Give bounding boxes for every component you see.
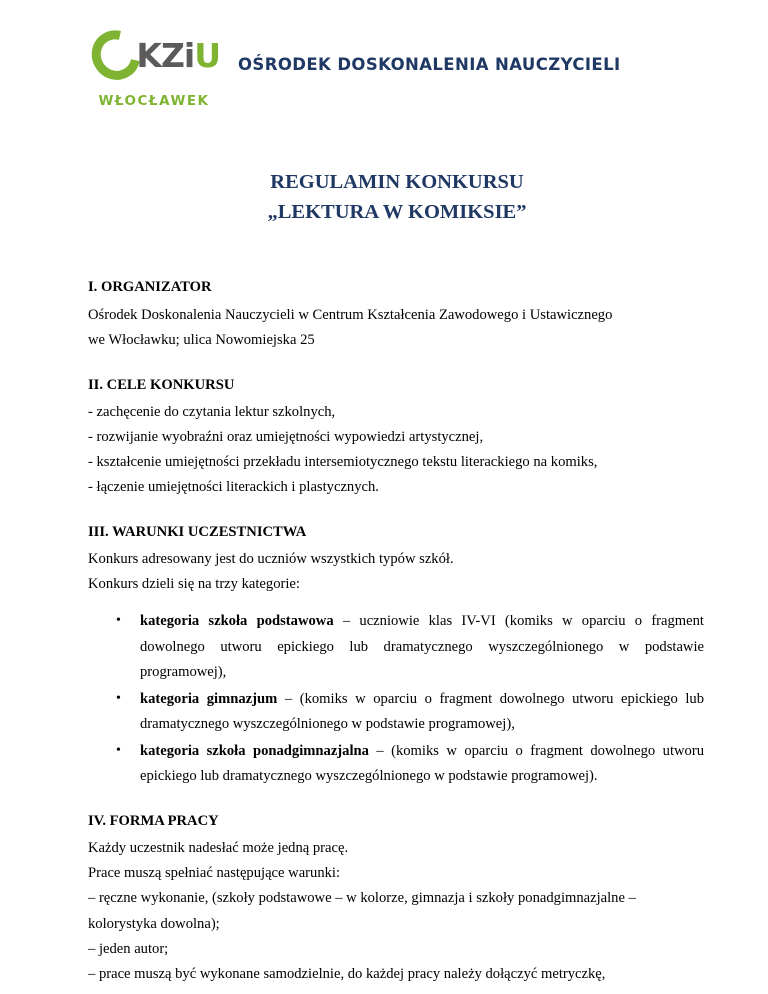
kategoria-desc: – uczniowie klas IV-VI (komiks w oparciu o fragment dowolnego utworu epickiego lub dramatycznego wyszczególnionego w podstawie programowej), [140, 613, 704, 680]
section-heading-warunki: III. WARUNKI UCZESTNICTWA [88, 524, 307, 541]
section-cele [88, 373, 706, 500]
logo-mark [88, 26, 220, 84]
forma-line-4: kolorystyka dowolna); [88, 915, 220, 932]
document-title-line1: REGULAMIN KONKURSU [270, 171, 524, 193]
kziu-logo [88, 26, 220, 118]
bullet-icon: • [116, 613, 121, 629]
kategoria-desc: – (komiks w oparciu o fragment dowolnego utworu epickiego lub dramatycznego wyszczególnionego w podstawie programowej), [140, 690, 704, 732]
section-heading-forma-pracy: IV. FORMA PRACY [88, 813, 219, 830]
section-forma-pracy [88, 809, 706, 987]
cele-line-2: - rozwijanie wyobraźni oraz umiejętności wypowiedzi artystycznej, [88, 428, 484, 445]
bullet-icon: • [116, 690, 121, 706]
kategoria-desc: – (komiks w oparciu o fragment dowolnego utworu epickiego lub dramatycznego wyszczególnionego w podstawie programowej). [140, 742, 704, 785]
forma-line-1: Każdy uczestnik nadesłać może jedną pracę. [88, 840, 349, 857]
document-header [88, 26, 706, 122]
logo-subtitle: WŁOCŁAWEK [98, 93, 210, 109]
logo-c-ring-icon [82, 21, 150, 89]
document-title [88, 168, 706, 227]
cele-line-3: - kształcenie umiejętności przekładu intersemiotycznego tekstu literackiego na komiks, [88, 454, 598, 470]
bullet-icon: • [116, 742, 121, 758]
organizator-line-2: we Włocławku; ulica Nowomiejska 25 [88, 331, 315, 348]
warunki-line-2: Konkurs dzieli się na trzy kategorie: [88, 576, 300, 593]
document-body [88, 275, 706, 986]
logo-wordmark: KZiU [136, 35, 220, 75]
section-organizator [88, 275, 706, 352]
section-heading-cele: II. CELE KONKURSU [88, 376, 235, 393]
list-item [88, 609, 706, 684]
organizator-line-1: Ośrodek Doskonalenia Nauczycieli w Centrum Kształcenia Zawodowego i Ustawicznego [88, 306, 613, 323]
forma-line-2: Prace muszą spełniać następujące warunki: [88, 865, 341, 882]
kategoria-name: kategoria szkoła podstawowa [140, 613, 334, 630]
forma-line-3: – ręczne wykonanie, (szkoły podstawowe – w kolorze, gimnazja i szkoły ponadgimnazjalne – [88, 890, 636, 907]
kategoria-name: kategoria szkoła ponadgimnazjalna [140, 742, 369, 759]
list-item [88, 739, 706, 789]
cele-line-1: - zachęcenie do czytania lektur szkolnych, [88, 403, 336, 420]
cele-line-4: - łączenie umiejętności literackich i plastycznych. [88, 479, 379, 496]
forma-line-5: – jeden autor; [88, 940, 169, 957]
kategorie-list [88, 609, 706, 789]
kategoria-name: kategoria gimnazjum [140, 690, 278, 707]
section-warunki [88, 520, 706, 789]
section-heading-organizator: I. ORGANIZATOR [88, 279, 212, 296]
spacer [88, 597, 706, 607]
organization-title: OŚRODEK DOSKONALENIA NAUCZYCIELI [238, 55, 621, 74]
document-title-line2: „LEKTURA W KOMIKSIE” [267, 200, 527, 223]
forma-line-6: – prace muszą być wykonane samodzielnie, do każdej pracy należy dołączyć metryczkę, [88, 965, 606, 982]
list-item [88, 687, 706, 737]
warunki-line-1: Konkurs adresowany jest do uczniów wszystkich typów szkół. [88, 551, 454, 568]
